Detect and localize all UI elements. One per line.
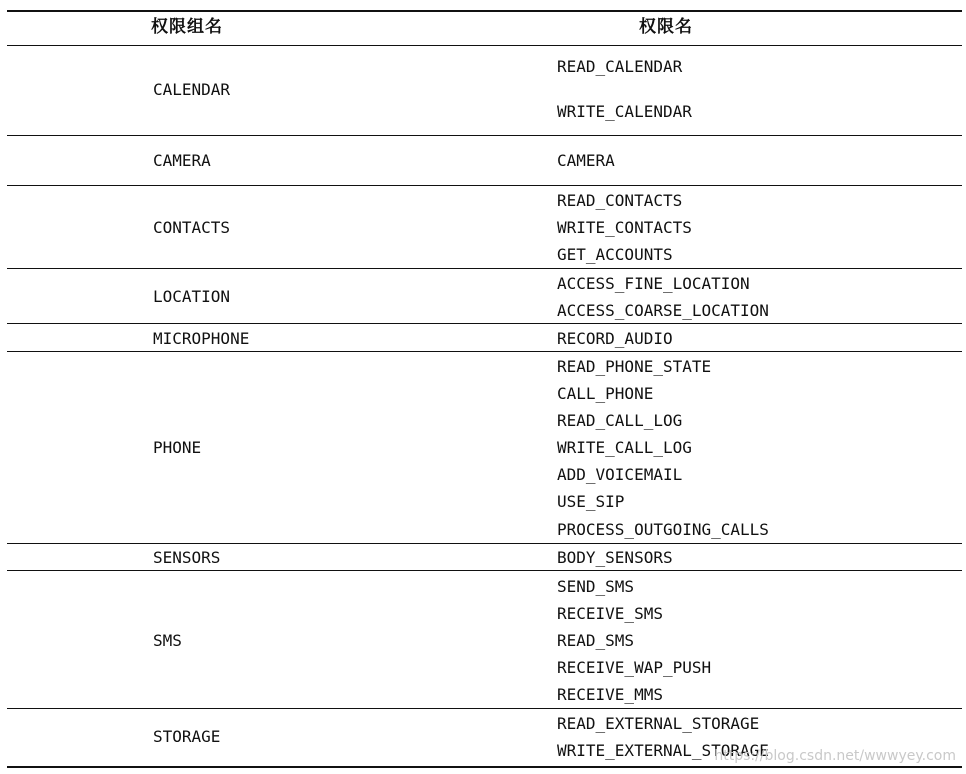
- permission-name: RECEIVE_MMS: [557, 685, 663, 704]
- row-divider: [7, 570, 962, 571]
- permission-name: READ_CONTACTS: [557, 191, 683, 210]
- permission-name: WRITE_CONTACTS: [557, 218, 692, 237]
- group-name: STORAGE: [153, 727, 221, 746]
- permission-name: WRITE_CALENDAR: [557, 102, 692, 121]
- group-name: MICROPHONE: [153, 329, 250, 348]
- permission-name: READ_CALL_LOG: [557, 411, 683, 430]
- group-name: SMS: [153, 631, 182, 650]
- permission-name: RECEIVE_SMS: [557, 604, 663, 623]
- header-bottom-rule: [7, 45, 962, 46]
- permission-name: ADD_VOICEMAIL: [557, 465, 683, 484]
- permission-name: READ_CALENDAR: [557, 57, 683, 76]
- permission-name: WRITE_EXTERNAL_STORAGE: [557, 741, 769, 760]
- permission-name: CALL_PHONE: [557, 384, 654, 403]
- group-name: LOCATION: [153, 287, 231, 306]
- row-divider: [7, 351, 962, 352]
- table-top-rule: [7, 10, 962, 12]
- group-name: CAMERA: [153, 151, 211, 170]
- row-divider: [7, 323, 962, 324]
- permission-name: RECORD_AUDIO: [557, 329, 673, 348]
- permission-name: ACCESS_FINE_LOCATION: [557, 274, 750, 293]
- watermark-text: https://blog.csdn.net/wwwyey.com: [714, 748, 956, 764]
- permission-name: RECEIVE_WAP_PUSH: [557, 658, 712, 677]
- group-name: CONTACTS: [153, 218, 231, 237]
- group-name: SENSORS: [153, 548, 221, 567]
- permission-name: BODY_SENSORS: [557, 548, 673, 567]
- permission-name: READ_SMS: [557, 631, 635, 650]
- permission-name: GET_ACCOUNTS: [557, 245, 673, 264]
- permissions-table: [7, 10, 962, 769]
- permission-name: READ_PHONE_STATE: [557, 357, 712, 376]
- permission-name: USE_SIP: [557, 492, 625, 511]
- group-name: PHONE: [153, 438, 202, 457]
- header-group-name: 权限组名: [151, 17, 223, 37]
- group-name: CALENDAR: [153, 80, 231, 99]
- row-divider: [7, 135, 962, 136]
- permission-name: PROCESS_OUTGOING_CALLS: [557, 520, 769, 539]
- permission-name: WRITE_CALL_LOG: [557, 438, 692, 457]
- row-divider: [7, 185, 962, 186]
- row-divider: [7, 708, 962, 709]
- permission-name: CAMERA: [557, 151, 615, 170]
- header-permission-name: 权限名: [639, 17, 693, 37]
- permission-name: ACCESS_COARSE_LOCATION: [557, 301, 769, 320]
- row-divider: [7, 268, 962, 269]
- permission-name: READ_EXTERNAL_STORAGE: [557, 714, 760, 733]
- permission-name: SEND_SMS: [557, 577, 635, 596]
- row-divider: [7, 543, 962, 544]
- table-bottom-rule: [7, 766, 962, 768]
